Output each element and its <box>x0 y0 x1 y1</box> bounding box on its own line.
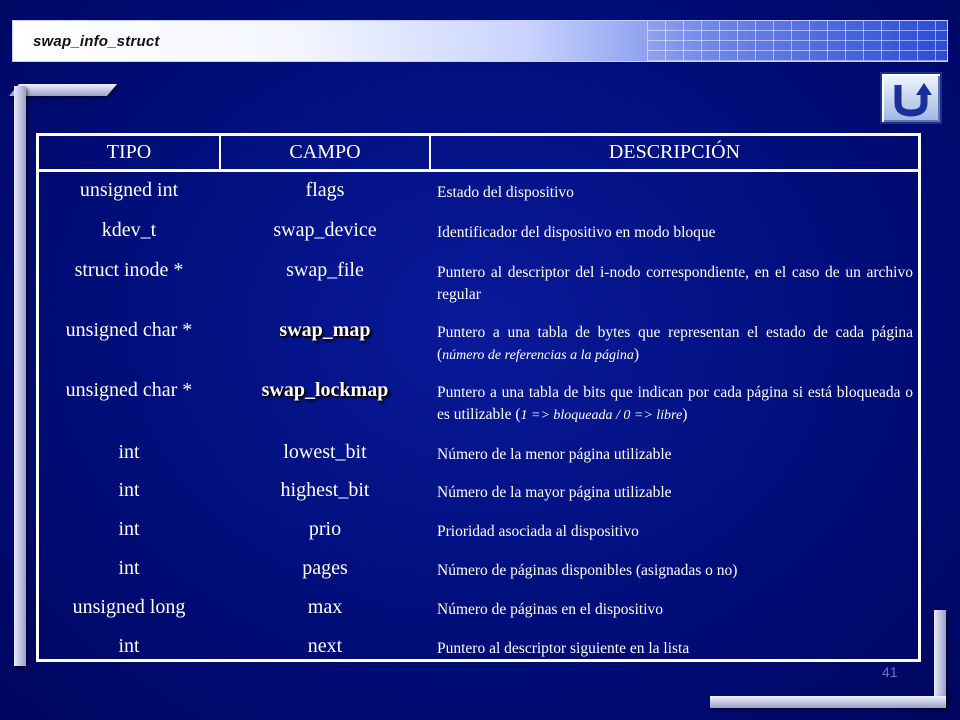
cell-tipo: int <box>118 518 140 540</box>
cell-campo: swap_device <box>273 219 377 241</box>
slide-title: swap_info_struct <box>33 33 160 50</box>
cell-tipo: int <box>118 635 140 657</box>
title-banner <box>12 20 948 62</box>
cell-tipo: unsigned char * <box>65 319 193 341</box>
swap-info-table <box>36 133 921 662</box>
cell-tipo: int <box>118 557 140 579</box>
frame-bracket-bottom-right-horizontal <box>710 696 946 708</box>
cell-tipo: unsigned long <box>72 596 186 618</box>
header-tipo: TIPO <box>106 141 152 163</box>
cell-campo: swap_file <box>286 259 364 281</box>
cell-campo: lowest_bit <box>283 441 367 463</box>
return-button[interactable] <box>880 72 942 124</box>
cell-tipo: int <box>118 479 140 501</box>
cell-descripcion: Puntero al descriptor siguiente en la lista <box>437 640 690 657</box>
cell-tipo: struct inode * <box>74 259 184 281</box>
cell-tipo: kdev_t <box>101 219 157 241</box>
u-turn-return-icon <box>890 79 932 117</box>
cell-tipo: unsigned char * <box>65 379 193 401</box>
cell-descripcion: Identificador del dispositivo en modo bloque <box>437 224 716 241</box>
cell-descripcion: Prioridad asociada al dispositivo <box>437 523 639 540</box>
cell-campo: flags <box>305 179 345 201</box>
cell-campo: max <box>307 596 343 618</box>
cell-campo: pages <box>302 557 348 579</box>
cell-tipo: unsigned int <box>79 179 179 201</box>
cell-descripcion: Número de la menor página utilizable <box>437 446 672 463</box>
header-descripcion: DESCRIPCIÓN <box>608 141 741 163</box>
frame-bracket-bottom-right-vertical <box>934 610 946 706</box>
cell-descripcion: Puntero a una tabla de bits que indican por cada página si está bloqueada o es utilizable (1 => bloqueada / 0 => libre) <box>437 384 913 423</box>
table-header <box>39 136 918 172</box>
cell-tipo: int <box>118 441 140 463</box>
cell-campo: next <box>307 635 343 657</box>
cell-campo: highest_bit <box>280 479 370 501</box>
page-number: 41 <box>882 664 898 680</box>
header-campo: CAMPO <box>289 141 361 163</box>
cell-campo: swap_map <box>279 319 371 341</box>
cell-descripcion: Número de páginas en el dispositivo <box>437 601 663 618</box>
cell-descripcion: Número de la mayor página utilizable <box>437 484 672 501</box>
cell-descripcion: Puntero al descriptor del i-nodo correspondiente, en el caso de un archivo regular <box>437 264 913 303</box>
banner-grid-decoration <box>647 21 947 61</box>
cell-campo: prio <box>308 518 342 540</box>
cell-campo: swap_lockmap <box>261 379 389 401</box>
cell-descripcion: Estado del dispositivo <box>437 184 574 201</box>
cell-descripcion: Puntero a una tabla de bytes que representan el estado de cada página (número de referencias a la página) <box>437 324 913 363</box>
cell-descripcion: Número de páginas disponibles (asignadas o no) <box>437 562 738 579</box>
frame-bracket-top-left-vertical <box>14 86 26 666</box>
